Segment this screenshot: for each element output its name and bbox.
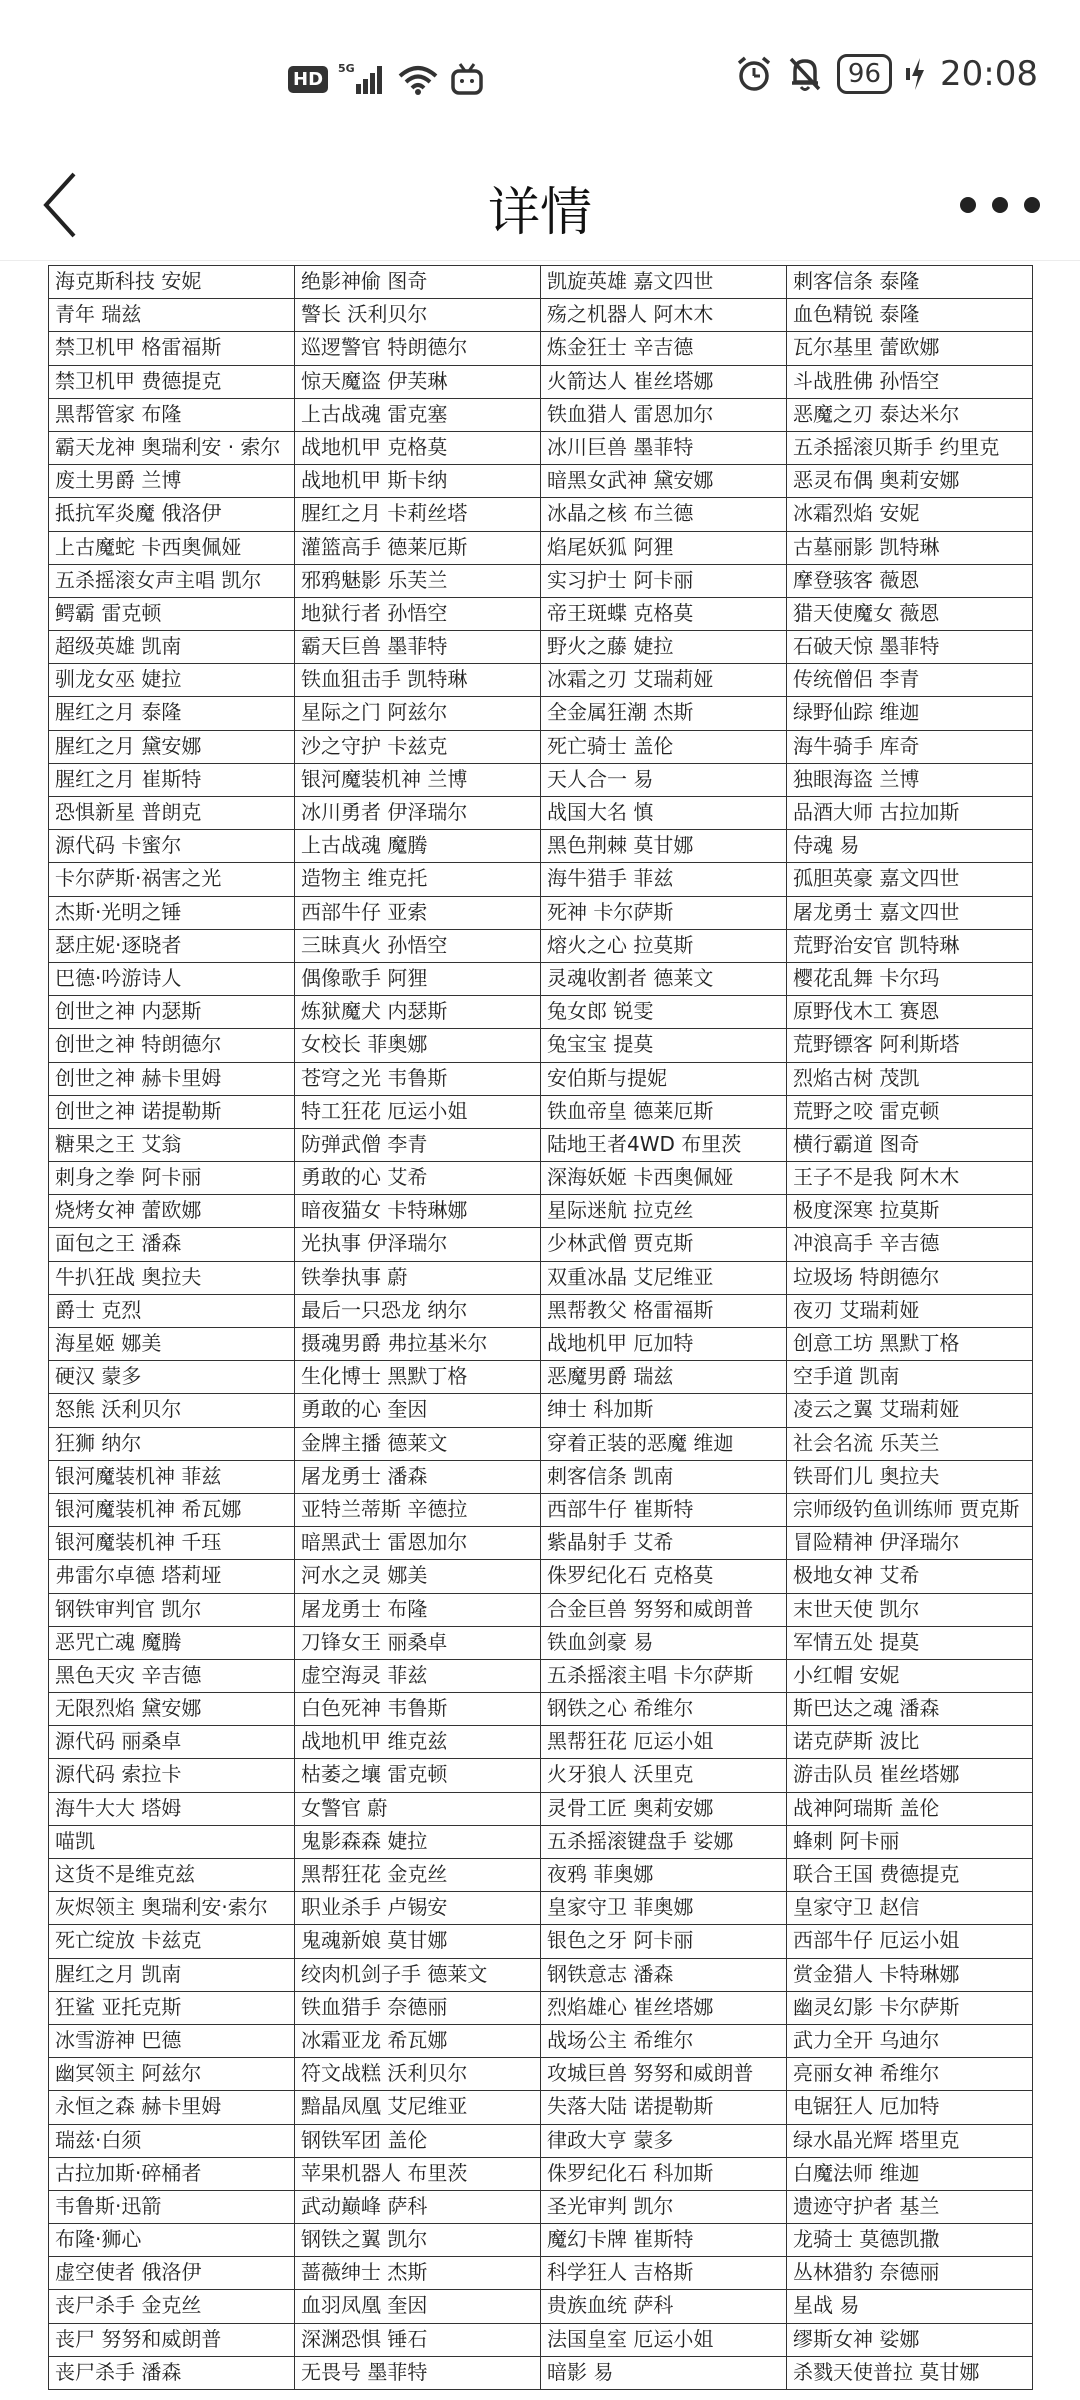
- table-cell: 冒险精神 伊泽瑞尔: [787, 1527, 1033, 1560]
- table-cell: 斗战胜佛 孙悟空: [787, 366, 1033, 399]
- table-cell: 海牛猎手 菲兹: [541, 863, 787, 896]
- table-cell: 暗夜猫女 卡特琳娜: [295, 1195, 541, 1228]
- table-cell: 海星姬 娜美: [49, 1328, 295, 1361]
- table-cell: 腥红之月 凯南: [49, 1959, 295, 1992]
- table-cell: 银河魔装机神 兰博: [295, 764, 541, 797]
- table-cell: 虚空海灵 菲兹: [295, 1660, 541, 1693]
- table-cell: 西部牛仔 厄运小姐: [787, 1925, 1033, 1958]
- table-cell: 熔火之心 拉莫斯: [541, 930, 787, 963]
- table-cell: 灌篮高手 德莱厄斯: [295, 532, 541, 565]
- table-cell: 苍穹之光 韦鲁斯: [295, 1063, 541, 1096]
- table-cell: 幽灵幻影 卡尔萨斯: [787, 1992, 1033, 2025]
- table-cell: 荒野治安官 凯特琳: [787, 930, 1033, 963]
- table-cell: 夜刃 艾瑞莉娅: [787, 1295, 1033, 1328]
- table-cell: 超级英雄 凯南: [49, 631, 295, 664]
- table-cell: 怒熊 沃利贝尔: [49, 1394, 295, 1427]
- table-cell: 瓦尔基里 蕾欧娜: [787, 332, 1033, 365]
- table-cell: 魔幻卡牌 崔斯特: [541, 2224, 787, 2257]
- table-cell: 传统僧侣 李青: [787, 664, 1033, 697]
- table-cell: 银河魔装机神 希瓦娜: [49, 1494, 295, 1527]
- table-cell: 冰霜亚龙 希瓦娜: [295, 2025, 541, 2058]
- table-cell: 钢铁审判官 凯尔: [49, 1594, 295, 1627]
- table-cell: 垃圾场 特朗德尔: [787, 1262, 1033, 1295]
- table-cell: 海克斯科技 安妮: [49, 266, 295, 299]
- table-cell: 牛扒狂战 奥拉夫: [49, 1262, 295, 1295]
- table-cell: 丧尸 努努和威朗普: [49, 2324, 295, 2357]
- table-cell: 冰川勇者 伊泽瑞尔: [295, 797, 541, 830]
- table-cell: 圣光审判 凯尔: [541, 2191, 787, 2224]
- table-cell: 金牌主播 德莱文: [295, 1428, 541, 1461]
- table-cell: 白色死神 韦鲁斯: [295, 1693, 541, 1726]
- table-cell: 恐惧新星 普朗克: [49, 797, 295, 830]
- table-cell: 海牛大大 塔姆: [49, 1793, 295, 1826]
- table-cell: 造物主 维克托: [295, 863, 541, 896]
- table-cell: 战国大名 慎: [541, 797, 787, 830]
- table-cell: 源代码 卡蜜尔: [49, 830, 295, 863]
- table-cell: 五杀摇滚女声主唱 凯尔: [49, 565, 295, 598]
- table-cell: 侏罗纪化石 克格莫: [541, 1560, 787, 1593]
- table-cell: 腥红之月 黛安娜: [49, 731, 295, 764]
- table-cell: 偶像歌手 阿狸: [295, 963, 541, 996]
- table-cell: 无限烈焰 黛安娜: [49, 1693, 295, 1726]
- table-cell: 恶咒亡魂 魔腾: [49, 1627, 295, 1660]
- table-cell: 白魔法师 维迦: [787, 2158, 1033, 2191]
- table-cell: 恶魔男爵 瑞兹: [541, 1361, 787, 1394]
- table-cell: 猎天使魔女 薇恩: [787, 598, 1033, 631]
- table-cell: 冰雪游神 巴德: [49, 2025, 295, 2058]
- table-cell: 缪斯女神 娑娜: [787, 2324, 1033, 2357]
- table-cell: 夜鸦 菲奥娜: [541, 1859, 787, 1892]
- table-cell: 深海妖姬 卡西奥佩娅: [541, 1162, 787, 1195]
- table-cell: 银河魔装机神 菲兹: [49, 1461, 295, 1494]
- table-cell: 帝王斑蝶 克格莫: [541, 598, 787, 631]
- table-cell: 实习护士 阿卡丽: [541, 565, 787, 598]
- table-cell: 勇敢的心 艾希: [295, 1162, 541, 1195]
- table-cell: 恶灵布偶 奥莉安娜: [787, 465, 1033, 498]
- table-cell: 幽冥领主 阿兹尔: [49, 2058, 295, 2091]
- table-cell: 最后一只恐龙 纳尔: [295, 1295, 541, 1328]
- table-cell: 腥红之月 卡莉丝塔: [295, 498, 541, 531]
- table-cell: 狂鲨 亚托克斯: [49, 1992, 295, 2025]
- hd-badge: HD: [288, 66, 328, 93]
- table-cell: 亚特兰蒂斯 辛德拉: [295, 1494, 541, 1527]
- table-cell: 兔宝宝 提莫: [541, 1029, 787, 1062]
- table-cell: 黑色荆棘 莫甘娜: [541, 830, 787, 863]
- table-cell: 西部牛仔 亚索: [295, 897, 541, 930]
- table-cell: 沙之守护 卡兹克: [295, 731, 541, 764]
- table-cell: 杰斯·光明之锤: [49, 897, 295, 930]
- table-cell: 炼金狂士 辛吉德: [541, 332, 787, 365]
- table-cell: 横行霸道 图奇: [787, 1129, 1033, 1162]
- table-cell: 上古魔蛇 卡西奥佩娅: [49, 532, 295, 565]
- table-cell: 银色之牙 阿卡丽: [541, 1925, 787, 1958]
- table-cell: 极地女神 艾希: [787, 1560, 1033, 1593]
- more-dot-icon: [960, 197, 976, 213]
- more-dot-icon: [992, 197, 1008, 213]
- table-cell: 深渊恐惧 锤石: [295, 2324, 541, 2357]
- table-cell: 驯龙女巫 婕拉: [49, 664, 295, 697]
- table-cell: 天人合一 易: [541, 764, 787, 797]
- table-cell: 游击队员 崔丝塔娜: [787, 1759, 1033, 1792]
- table-cell: 地狱行者 孙悟空: [295, 598, 541, 631]
- charging-icon: [906, 56, 926, 92]
- table-cell: 恶魔之刃 泰达米尔: [787, 399, 1033, 432]
- table-cell: 刺身之拳 阿卡丽: [49, 1162, 295, 1195]
- table-cell: 灰烬领主 奥瑞利安·索尔: [49, 1892, 295, 1925]
- table-cell: 女警官 蔚: [295, 1793, 541, 1826]
- table-cell: 品酒大师 古拉加斯: [787, 797, 1033, 830]
- table-cell: 枯萎之壤 雷克顿: [295, 1759, 541, 1792]
- table-cell: 穿着正装的恶魔 维迦: [541, 1428, 787, 1461]
- battery-level: 96: [837, 54, 892, 94]
- table-cell: 暗黑武士 雷恩加尔: [295, 1527, 541, 1560]
- table-cell: 防弹武僧 李青: [295, 1129, 541, 1162]
- table-cell: 五杀摇滚主唱 卡尔萨斯: [541, 1660, 787, 1693]
- table-cell: 爵士 克烈: [49, 1295, 295, 1328]
- table-cell: 遗迹守护者 基兰: [787, 2191, 1033, 2224]
- table-cell: 创意工坊 黑默丁格: [787, 1328, 1033, 1361]
- table-cell: 黑帮狂花 厄运小姐: [541, 1726, 787, 1759]
- table-cell: 战地机甲 斯卡纳: [295, 465, 541, 498]
- table-cell: 野火之藤 婕拉: [541, 631, 787, 664]
- table-cell: 龙骑士 莫德凯撒: [787, 2224, 1033, 2257]
- table-cell: 卡尔萨斯·祸害之光: [49, 863, 295, 896]
- table-cell: 喵凯: [49, 1826, 295, 1859]
- table-cell: 少林武僧 贾克斯: [541, 1228, 787, 1261]
- table-cell: 武力全开 乌迪尔: [787, 2025, 1033, 2058]
- table-cell: 原野伐木工 赛恩: [787, 996, 1033, 1029]
- table-cell: 海牛骑手 库奇: [787, 731, 1033, 764]
- table-cell: 侏罗纪化石 科加斯: [541, 2158, 787, 2191]
- table-cell: 五杀摇滚键盘手 娑娜: [541, 1826, 787, 1859]
- table-cell: 杀戮天使普拉 莫甘娜: [787, 2357, 1033, 2390]
- table-cell: 创世之神 特朗德尔: [49, 1029, 295, 1062]
- table-cell: 武动巅峰 萨科: [295, 2191, 541, 2224]
- table-cell: 生化博士 黑默丁格: [295, 1361, 541, 1394]
- table-cell: 科学狂人 吉格斯: [541, 2257, 787, 2290]
- table-cell: 黑帮狂花 金克丝: [295, 1859, 541, 1892]
- table-cell: 陆地王者4WD 布里茨: [541, 1129, 787, 1162]
- table-cell: 死亡骑士 盖伦: [541, 731, 787, 764]
- table-cell: 铁血狙击手 凯特琳: [295, 664, 541, 697]
- more-options-button[interactable]: [960, 185, 1040, 225]
- wifi-icon: [396, 62, 440, 96]
- table-cell: 灵魂收割者 德莱文: [541, 963, 787, 996]
- table-cell: 创世之神 诺提勒斯: [49, 1096, 295, 1129]
- table-cell: 钢铁之翼 凯尔: [295, 2224, 541, 2257]
- table-cell: 烧烤女神 蕾欧娜: [49, 1195, 295, 1228]
- table-cell: 五杀摇滚贝斯手 约里克: [787, 432, 1033, 465]
- header-divider: [0, 260, 1080, 261]
- status-right: [735, 54, 1038, 94]
- table-cell: 全金属狂潮 杰斯: [541, 697, 787, 730]
- table-cell: 战神阿瑞斯 盖伦: [787, 1793, 1033, 1826]
- table-cell: 社会名流 乐芙兰: [787, 1428, 1033, 1461]
- table-cell: 皇家守卫 菲奥娜: [541, 1892, 787, 1925]
- table-cell: 腥红之月 泰隆: [49, 697, 295, 730]
- table-cell: 紫晶射手 艾希: [541, 1527, 787, 1560]
- table-cell: 斯巴达之魂 潘森: [787, 1693, 1033, 1726]
- table-cell: 绿水晶光辉 塔里克: [787, 2125, 1033, 2158]
- page-title: 详情: [487, 183, 592, 243]
- table-cell: 黑帮管家 布隆: [49, 399, 295, 432]
- table-cell: 巴德·吟游诗人: [49, 963, 295, 996]
- table-cell: 古墓丽影 凯特琳: [787, 532, 1033, 565]
- table-cell: 兔女郎 锐雯: [541, 996, 787, 1029]
- table-cell: 王子不是我 阿木木: [787, 1162, 1033, 1195]
- table-cell: 失落大陆 诺提勒斯: [541, 2091, 787, 2124]
- status-bar: [0, 0, 1080, 150]
- table-cell: 刺客信条 泰隆: [787, 266, 1033, 299]
- table-cell: 炼狱魔犬 内瑟斯: [295, 996, 541, 1029]
- table-cell: 铁血剑豪 易: [541, 1627, 787, 1660]
- signal-label: 5G: [338, 62, 355, 75]
- table-cell: 血色精锐 泰隆: [787, 299, 1033, 332]
- table-cell: 禁卫机甲 格雷福斯: [49, 332, 295, 365]
- table-cell: 星际迷航 拉克丝: [541, 1195, 787, 1228]
- table-cell: 糖果之王 艾翁: [49, 1129, 295, 1162]
- table-cell: 战地机甲 维克兹: [295, 1726, 541, 1759]
- table-cell: 无畏号 墨菲特: [295, 2357, 541, 2390]
- table-cell: 战地机甲 克格莫: [295, 432, 541, 465]
- table-cell: 抵抗军炎魔 俄洛伊: [49, 498, 295, 531]
- table-cell: 赏金猎人 卡特琳娜: [787, 1959, 1033, 1992]
- table-cell: 摄魂男爵 弗拉基米尔: [295, 1328, 541, 1361]
- table-cell: 蜂刺 阿卡丽: [787, 1826, 1033, 1859]
- table-cell: 河水之灵 娜美: [295, 1560, 541, 1593]
- table-cell: 凯旋英雄 嘉文四世: [541, 266, 787, 299]
- table-cell: 邪鸦魅影 乐芙兰: [295, 565, 541, 598]
- clock-time: 20:08: [940, 54, 1038, 94]
- table-cell: 合金巨兽 努努和威朗普: [541, 1594, 787, 1627]
- table-cell: 殇之机器人 阿木木: [541, 299, 787, 332]
- title-bar: [0, 150, 1080, 260]
- table-cell: 古拉加斯·碎桶者: [49, 2158, 295, 2191]
- table-cell: 绿野仙踪 维迦: [787, 697, 1033, 730]
- table-cell: 职业杀手 卢锡安: [295, 1892, 541, 1925]
- table-cell: 铁拳执事 蔚: [295, 1262, 541, 1295]
- table-cell: 创世之神 内瑟斯: [49, 996, 295, 1029]
- table-cell: 联合王国 费德提克: [787, 1859, 1033, 1892]
- table-cell: 小红帽 安妮: [787, 1660, 1033, 1693]
- table-cell: 符文战糕 沃利贝尔: [295, 2058, 541, 2091]
- table-cell: 摩登骇客 薇恩: [787, 565, 1033, 598]
- table-cell: 诺克萨斯 波比: [787, 1726, 1033, 1759]
- table-cell: 黯晶凤凰 艾尼维亚: [295, 2091, 541, 2124]
- table-cell: 黑色天灾 辛吉德: [49, 1660, 295, 1693]
- table-cell: 刺客信条 凯南: [541, 1461, 787, 1494]
- table-cell: 宗师级钓鱼训练师 贾克斯: [787, 1494, 1033, 1527]
- table-cell: 战场公主 希维尔: [541, 2025, 787, 2058]
- table-cell: 皇家守卫 赵信: [787, 1892, 1033, 1925]
- table-cell: 双重冰晶 艾尼维亚: [541, 1262, 787, 1295]
- table-cell: 冰霜烈焰 安妮: [787, 498, 1033, 531]
- table-cell: 烈焰雄心 崔丝塔娜: [541, 1992, 787, 2025]
- table-cell: 银河魔装机神 千珏: [49, 1527, 295, 1560]
- table-cell: 腥红之月 崔斯特: [49, 764, 295, 797]
- table-cell: 虚空使者 俄洛伊: [49, 2257, 295, 2290]
- table-cell: 石破天惊 墨菲特: [787, 631, 1033, 664]
- table-cell: 空手道 凯南: [787, 1361, 1033, 1394]
- table-cell: 铁血帝皇 德莱厄斯: [541, 1096, 787, 1129]
- table-cell: 屠龙勇士 布隆: [295, 1594, 541, 1627]
- mute-bell-icon: [787, 55, 823, 93]
- table-cell: 血羽凤凰 奎因: [295, 2290, 541, 2323]
- table-cell: 永恒之森 赫卡里姆: [49, 2091, 295, 2124]
- table-cell: 军情五处 提莫: [787, 1627, 1033, 1660]
- table-cell: 女校长 菲奥娜: [295, 1029, 541, 1062]
- table-cell: 惊天魔盗 伊芙琳: [295, 366, 541, 399]
- table-cell: 星战 易: [787, 2290, 1033, 2323]
- table-cell: 独眼海盗 兰博: [787, 764, 1033, 797]
- status-left: [288, 62, 484, 96]
- table-cell: 烈焰古树 茂凯: [787, 1063, 1033, 1096]
- table-cell: 贵族血统 萨科: [541, 2290, 787, 2323]
- more-dot-icon: [1024, 197, 1040, 213]
- table-cell: 上古战魂 魔腾: [295, 830, 541, 863]
- table-cell: 屠龙勇士 嘉文四世: [787, 897, 1033, 930]
- table-cell: 霸天巨兽 墨菲特: [295, 631, 541, 664]
- table-cell: 法国皇室 厄运小姐: [541, 2324, 787, 2357]
- table-cell: 焰尾妖狐 阿狸: [541, 532, 787, 565]
- table-cell: 禁卫机甲 费德提克: [49, 366, 295, 399]
- table-cell: 孤胆英豪 嘉文四世: [787, 863, 1033, 896]
- table-cell: 瑞兹·白须: [49, 2125, 295, 2158]
- table-cell: 源代码 索拉卡: [49, 1759, 295, 1792]
- alarm-icon: [735, 55, 773, 93]
- table-cell: 废土男爵 兰博: [49, 465, 295, 498]
- table-cell: 战地机甲 厄加特: [541, 1328, 787, 1361]
- table-cell: 硬汉 蒙多: [49, 1361, 295, 1394]
- table-cell: 铁血猎手 奈德丽: [295, 1992, 541, 2025]
- signal-icon: [338, 62, 386, 96]
- table-cell: 丧尸杀手 金克丝: [49, 2290, 295, 2323]
- table-cell: 凌云之翼 艾瑞莉娅: [787, 1394, 1033, 1427]
- table-cell: 绝影神偷 图奇: [295, 266, 541, 299]
- table-cell: 攻城巨兽 努努和威朗普: [541, 2058, 787, 2091]
- table-cell: 面包之王 潘森: [49, 1228, 295, 1261]
- table-cell: 霸天龙神 奥瑞利安 · 索尔: [49, 432, 295, 465]
- table-cell: 韦鲁斯·迅箭: [49, 2191, 295, 2224]
- table-cell: 死神 卡尔萨斯: [541, 897, 787, 930]
- table-cell: 屠龙勇士 潘森: [295, 1461, 541, 1494]
- skin-table: [48, 265, 1033, 2390]
- table-cell: 冲浪高手 辛吉德: [787, 1228, 1033, 1261]
- table-cell: 荒野镖客 阿利斯塔: [787, 1029, 1033, 1062]
- table-cell: 青年 瑞兹: [49, 299, 295, 332]
- tv-icon: [450, 62, 484, 96]
- table-cell: 安伯斯与提妮: [541, 1063, 787, 1096]
- table-cell: 冰晶之核 布兰德: [541, 498, 787, 531]
- table-cell: 钢铁意志 潘森: [541, 1959, 787, 1992]
- table-cell: 西部牛仔 崔斯特: [541, 1494, 787, 1527]
- table-cell: 警长 沃利贝尔: [295, 299, 541, 332]
- table-cell: 冰川巨兽 墨菲特: [541, 432, 787, 465]
- table-cell: 鳄霸 雷克顿: [49, 598, 295, 631]
- table-cell: 钢铁军团 盖伦: [295, 2125, 541, 2158]
- table-cell: 蔷薇绅士 杰斯: [295, 2257, 541, 2290]
- table-cell: 极度深寒 拉莫斯: [787, 1195, 1033, 1228]
- table-cell: 暗影 易: [541, 2357, 787, 2390]
- table-cell: 铁哥们儿 奥拉夫: [787, 1461, 1033, 1494]
- table-cell: 鬼魂新娘 莫甘娜: [295, 1925, 541, 1958]
- table-cell: 弗雷尔卓德 塔莉垭: [49, 1560, 295, 1593]
- table-cell: 末世天使 凯尔: [787, 1594, 1033, 1627]
- table-cell: 死亡绽放 卡兹克: [49, 1925, 295, 1958]
- table-cell: 樱花乱舞 卡尔玛: [787, 963, 1033, 996]
- table-cell: 星际之门 阿兹尔: [295, 697, 541, 730]
- table-cell: 灵骨工匠 奥莉安娜: [541, 1793, 787, 1826]
- table-cell: 亮丽女神 希维尔: [787, 2058, 1033, 2091]
- table-cell: 特工狂花 厄运小姐: [295, 1096, 541, 1129]
- table-cell: 律政大亨 蒙多: [541, 2125, 787, 2158]
- table-cell: 这货不是维克兹: [49, 1859, 295, 1892]
- table-cell: 荒野之咬 雷克顿: [787, 1096, 1033, 1129]
- table-cell: 绅士 科加斯: [541, 1394, 787, 1427]
- table-cell: 铁血猎人 雷恩加尔: [541, 399, 787, 432]
- table-cell: 黑帮教父 格雷福斯: [541, 1295, 787, 1328]
- table-cell: 钢铁之心 希维尔: [541, 1693, 787, 1726]
- table-cell: 创世之神 赫卡里姆: [49, 1063, 295, 1096]
- table-cell: 上古战魂 雷克塞: [295, 399, 541, 432]
- table-cell: 刀锋女王 丽桑卓: [295, 1627, 541, 1660]
- table-cell: 勇敢的心 奎因: [295, 1394, 541, 1427]
- table-cell: 鬼影森森 婕拉: [295, 1826, 541, 1859]
- table-cell: 丧尸杀手 潘森: [49, 2357, 295, 2390]
- table-cell: 丛林猎豹 奈德丽: [787, 2257, 1033, 2290]
- table-cell: 火箭达人 崔丝塔娜: [541, 366, 787, 399]
- table-cell: 瑟庄妮·逐晓者: [49, 930, 295, 963]
- table-cell: 火牙狼人 沃里克: [541, 1759, 787, 1792]
- table-cell: 暗黑女武神 黛安娜: [541, 465, 787, 498]
- table-cell: 狂狮 纳尔: [49, 1428, 295, 1461]
- table-cell: 源代码 丽桑卓: [49, 1726, 295, 1759]
- table-cell: 侍魂 易: [787, 830, 1033, 863]
- table-cell: 冰霜之刃 艾瑞莉娅: [541, 664, 787, 697]
- table-cell: 电锯狂人 厄加特: [787, 2091, 1033, 2124]
- table-cell: 光执事 伊泽瑞尔: [295, 1228, 541, 1261]
- table-cell: 布隆·狮心: [49, 2224, 295, 2257]
- table-cell: 苹果机器人 布里茨: [295, 2158, 541, 2191]
- table-cell: 巡逻警官 特朗德尔: [295, 332, 541, 365]
- table-cell: 绞肉机剑子手 德莱文: [295, 1959, 541, 1992]
- table-cell: 三昧真火 孙悟空: [295, 930, 541, 963]
